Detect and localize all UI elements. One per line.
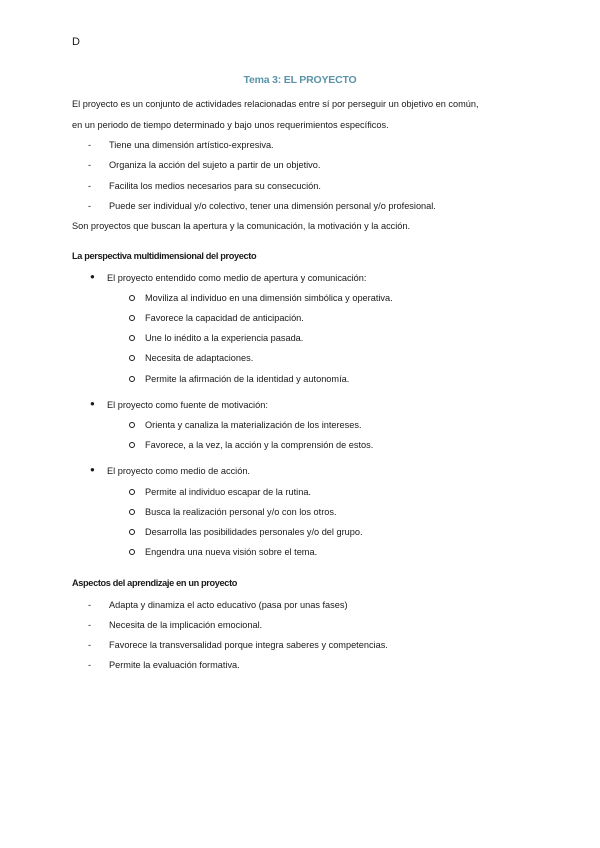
document-title: Tema 3: EL PROYECTO [243,74,357,86]
intro-line-2: en un periodo de tiempo determinado y bajo unos requerimientos específicos. [72,120,389,130]
bullet-marker: ● [90,272,95,281]
intro-item-text: Puede ser individual y/o colectivo, tener una dimensión personal y/o profesional. [109,201,436,211]
intro-line-1: El proyecto es un conjunto de actividades relacionadas entre sí por perseguir un objetivo en común, [72,99,479,109]
dash-marker: - [88,660,92,670]
aspect-item-text: Permite la evaluación formativa. [109,660,240,670]
dash-marker: - [88,140,92,150]
intro-item-text: Tiene una dimensión artístico-expresiva. [109,140,274,150]
sub-item-text: Favorece la capacidad de anticipación. [145,313,304,323]
bullet-item-text: El proyecto como fuente de motivación: [107,400,268,410]
dash-marker: - [88,640,92,650]
bullet-marker: ● [90,399,95,408]
aspect-item-text: Necesita de la implicación emocional. [109,620,263,630]
circle-marker-icon [129,549,135,555]
bullet-item-text: El proyecto como medio de acción. [107,466,250,476]
dash-marker: - [88,160,92,170]
aspect-item-text: Adapta y dinamiza el acto educativo (pasa por unas fases) [109,600,348,610]
aspect-item-text: Favorece la transversalidad porque integra saberes y competencias. [109,640,388,650]
sub-item-text: Une lo inédito a la experiencia pasada. [145,333,304,343]
circle-marker-icon [129,295,135,301]
dash-marker: - [88,600,92,610]
dash-marker: - [88,620,92,630]
circle-marker-icon [129,376,135,382]
dash-marker: - [88,201,92,211]
intro-closing: Son proyectos que buscan la apertura y la comunicación, la motivación y la acción. [72,221,411,231]
circle-marker-icon [129,422,135,428]
sub-item-text: Necesita de adaptaciones. [145,353,254,363]
circle-marker-icon [129,529,135,535]
sub-item-text: Permite al individuo escapar de la rutina. [145,487,311,497]
circle-marker-icon [129,442,135,448]
header-mark: D [72,36,80,48]
circle-marker-icon [129,489,135,495]
circle-marker-icon [129,315,135,321]
section-heading-aspectos: Aspectos del aprendizaje en un proyecto [72,578,238,588]
sub-item-text: Permite la afirmación de la identidad y autonomía. [145,374,350,384]
bullet-marker: ● [90,465,95,474]
intro-item-text: Organiza la acción del sujeto a partir de un objetivo. [109,160,321,170]
sub-item-text: Desarrolla las posibilidades personales y/o del grupo. [145,527,363,537]
dash-marker: - [88,181,92,191]
sub-item-text: Orienta y canaliza la materialización de los intereses. [145,420,362,430]
circle-marker-icon [129,335,135,341]
circle-marker-icon [129,509,135,515]
sub-item-text: Busca la realización personal y/o con los otros. [145,507,337,517]
bullet-item-text: El proyecto entendido como medio de apertura y comunicación: [107,273,367,283]
circle-marker-icon [129,355,135,361]
sub-item-text: Moviliza al individuo en una dimensión simbólica y operativa. [145,293,393,303]
sub-item-text: Engendra una nueva visión sobre el tema. [145,547,318,557]
section-heading-perspectiva: La perspectiva multidimensional del proyecto [72,251,257,261]
sub-item-text: Favorece, a la vez, la acción y la comprensión de estos. [145,440,374,450]
intro-item-text: Facilita los medios necesarios para su consecución. [109,181,321,191]
